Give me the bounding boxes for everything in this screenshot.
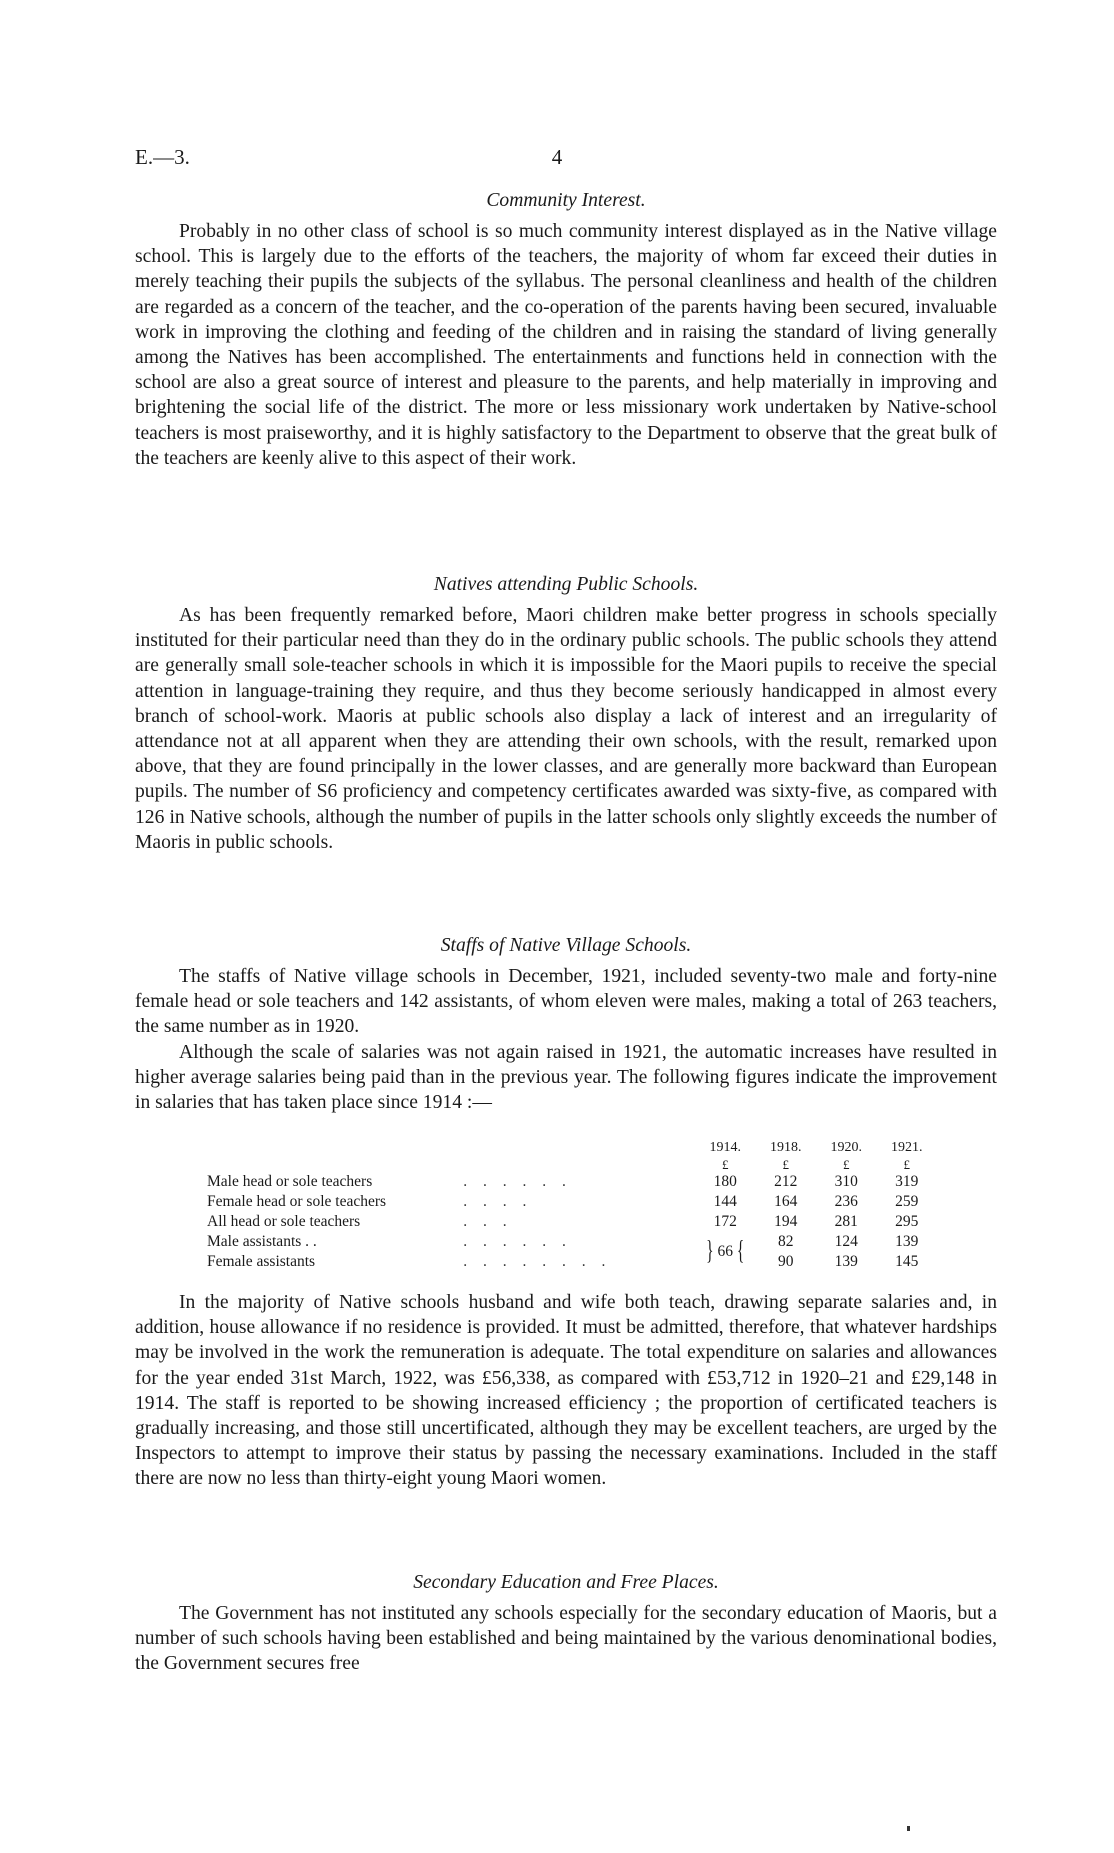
cell-value: 259 [895, 1193, 919, 1210]
salary-table [207, 1138, 937, 1272]
row-label: Male head or sole teachers [207, 1173, 373, 1190]
paragraph: In the majority of Native schools husband and wife both teach, drawing separate salaries and, in addition, house allowance if no residence is provided. It must be admitted, therefore, that whatever hardships may be involved in the work the remuneration is adequate. The total expenditure on salaries and allowances for the year ended 31st March, 1922, was £56,338, as compared with £53,712 in 1920–21 and £29,148 in 1914. The staff is reported to be showing increased efficiency ; the proportion of certificated teachers is gradually increasing, and those still uncertificated, although they may be excellent teachers, are urged by the Inspectors to attempt to improve their status by passing the necessary examinations. Included in the staff there are now no less than thirty-eight young Maori women. [135, 1292, 997, 1490]
cell-value: 212 [774, 1173, 798, 1190]
year-header: 1920. [830, 1140, 862, 1155]
table-header-row [207, 1138, 937, 1158]
table-row [207, 1232, 937, 1252]
currency-symbol: £ [903, 1157, 910, 1172]
table-row [207, 1212, 937, 1232]
leader-dots: . . . . . . [463, 1173, 572, 1190]
year-header: 1918. [769, 1140, 802, 1155]
row-label: Female assistants [207, 1253, 316, 1270]
row-label: Female head or sole teachers [207, 1193, 387, 1210]
cell-value: 82 [777, 1233, 794, 1250]
cell-value: 90 [777, 1253, 794, 1270]
paragraph: The Government has not instituted any schools especially for the secondary education of Maoris, but a number of such schools having been established and being maintained by the various denominational bodies, the Government secures free [135, 1603, 997, 1675]
cell-value: 310 [834, 1173, 858, 1190]
cell-value: 139 [895, 1233, 919, 1250]
section-heading: Staffs of Native Village Schools. [440, 935, 692, 956]
cell-value: 194 [774, 1213, 798, 1230]
table-row [207, 1252, 937, 1272]
page-number: 4 [551, 145, 563, 169]
leader-dots: . . . . . . . . [463, 1253, 612, 1270]
print-mark [907, 1826, 910, 1831]
cell-value: 145 [895, 1253, 919, 1270]
section-community-interest [135, 188, 997, 471]
currency-row [207, 1158, 937, 1172]
leader-dots: . . . . . . [463, 1233, 572, 1250]
cell-value: 319 [895, 1173, 919, 1190]
table-row [207, 1172, 937, 1192]
currency-symbol: £ [721, 1157, 729, 1172]
leader-dots: . . . [463, 1213, 513, 1230]
cell-value: 281 [834, 1213, 858, 1230]
section-secondary-education [135, 1570, 997, 1677]
section-heading: Natives attending Public Schools. [433, 574, 699, 595]
currency-symbol: £ [842, 1157, 850, 1172]
cell-value: 236 [834, 1193, 858, 1210]
section-heading: Secondary Education and Free Places. [413, 1572, 719, 1593]
leader-dots: . . . . [463, 1193, 533, 1210]
paragraph: Although the scale of salaries was not again raised in 1921, the automatic increases have resulted in higher average salaries being paid than in the previous year. The following figures indicate the improvement in salaries that has taken place since 1914 :— [135, 1041, 997, 1114]
year-header: 1921. [890, 1140, 923, 1155]
brace-left-icon: } [706, 1235, 714, 1267]
row-label: Male assistants . . [207, 1233, 317, 1250]
cell-value: 144 [713, 1193, 737, 1210]
brace-right-icon: { [736, 1235, 745, 1267]
cell-value: 124 [834, 1233, 858, 1250]
section-staffs [135, 933, 997, 1115]
section-natives-public-schools [135, 572, 997, 855]
cell-value: 66 [717, 1243, 733, 1260]
cell-value: 180 [713, 1173, 737, 1190]
section-heading: Community Interest. [486, 190, 646, 211]
document-code: E.—3. [135, 145, 190, 169]
merged-cell-value [695, 1232, 756, 1272]
salary-table-wrap [135, 1138, 997, 1272]
paragraph: As has been frequently remarked before, Maori children make better progress in schools specially instituted for their particular need than they do in the ordinary public schools. The public schools they attend are generally small sole-teacher schools in which it is impossible for the Maori pupils to receive the special attention in language-training they require, and thus they become seriously handicapped in almost every branch of school-work. Maoris at public schools also display a lack of interest and an irregularity of attendance not at all apparent when they are attending their own schools, with the result, remarked upon above, that they are found principally in the lower classes, and are generally more backward than European pupils. The number of S6 proficiency and competency certificates awarded was sixty-five, as compared with 126 in Native schools, although the number of pupils in the latter schools only slightly exceeds the number of Maoris in public schools. [135, 605, 997, 853]
paragraph: Probably in no other class of school is so much community interest displayed as in the Native village school. This is largely due to the efforts of the teachers, the majority of whom far exceed their duties in merely teaching their pupils the subjects of the syllabus. The personal cleanliness and health of the children are regarded as a concern of the teacher, and the co-operation of the parents having been secured, invaluable work in improving the clothing and feeding of the children and in raising the standard of living generally among the Natives has been accomplished. The entertainments and functions held in connection with the school are also a great source of interest and pleasure to the parents, and help materially in improving and brightening the social life of the district. The more or less missionary work undertaken by Native-school teachers is most praiseworthy, and it is highly satisfactory to the Department to observe that the great bulk of the teachers are keenly alive to this aspect of their work. [135, 221, 997, 469]
cell-value: 139 [834, 1253, 858, 1270]
row-label: All head or sole teachers [207, 1213, 361, 1230]
section-staffs-continued [135, 1290, 997, 1492]
cell-value: 172 [713, 1213, 737, 1230]
cell-value: 164 [774, 1193, 798, 1210]
cell-value: 295 [895, 1213, 919, 1230]
table-row [207, 1192, 937, 1212]
paragraph: The staffs of Native village schools in December, 1921, included seventy-two male and forty-nine female head or sole teachers and 142 assistants, of whom eleven were males, making a total of 263 teachers, the same number as in 1920. [135, 966, 997, 1038]
currency-symbol: £ [782, 1157, 789, 1172]
year-header: 1914. [709, 1140, 741, 1155]
